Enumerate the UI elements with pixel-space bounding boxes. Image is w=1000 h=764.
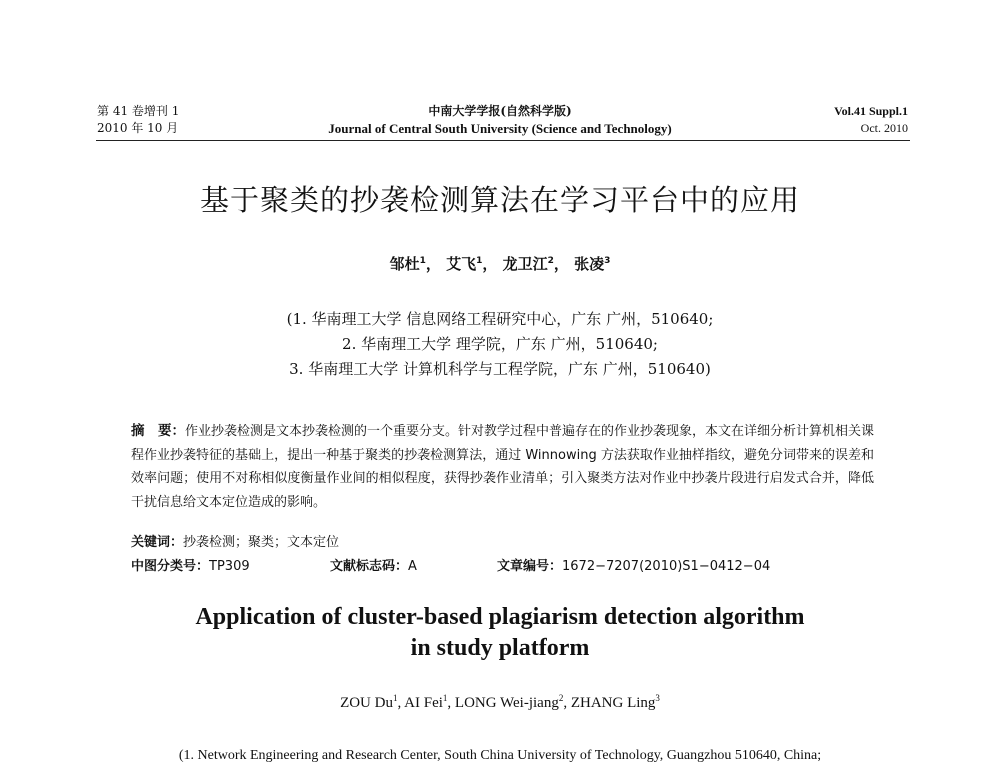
keywords-text: 抄袭检测；聚类；文本定位 — [183, 535, 340, 550]
abstract-text: 作业抄袭检测是文本抄袭检测的一个重要分支。针对教学过程中普遍存在的作业抄袭现象，本文在详细分析计算机相关课程作业抄袭特征的基础上，提出一种基于聚类的抄袭检测算法，通过 Winnowing 方法获取作业抽样指纹，避免分词带来的误差和效率问题；使用不对称相似度衡量作业间的相似程度，获得抄袭作业清单；引入聚类方法对作业中抄袭片段进行启发式合并，降低干扰信息给文本定位造成的影响。 — [131, 424, 875, 510]
article-number-label: 文章编号： — [497, 559, 563, 574]
author-en: ZHANG Ling — [570, 695, 656, 711]
author-cn: 邹杜 — [389, 255, 420, 273]
title-en — [0, 602, 1000, 664]
title-cn: 基于聚类的抄袭检测算法在学习平台中的应用 — [199, 183, 800, 217]
affiliation-en: (1. Network Engineering and Research Center, South China University of Technology, Guangzhou 510640, China; — [178, 748, 822, 763]
header-divider — [96, 140, 910, 141]
keywords-cn — [131, 531, 339, 550]
article-number-value: 1672−7207(2010)S1−0412−04 — [562, 559, 771, 574]
article-number — [497, 555, 770, 574]
author-en: ZOU Du — [340, 695, 393, 711]
affiliation-cn: 3. 华南理工大学 计算机科学与工程学院，广东 广州，510640) — [289, 360, 711, 378]
document-code-label: 文献标志码： — [330, 559, 409, 574]
title-en-line1: Application of cluster-based plagiarism detection algorithm — [195, 604, 805, 630]
journal-name-en: Journal of Central South University (Science and Technology) — [328, 121, 672, 136]
volume-cn: 第 41 卷增刊 1 — [97, 104, 180, 118]
affiliations-cn — [0, 307, 1000, 382]
abstract-cn — [131, 420, 874, 514]
affiliation-cn: 2. 华南理工大学 理学院，广东 广州，510640; — [342, 335, 658, 353]
authors-cn: 邹杜$^1$， 艾飞$^1$， 龙卫江$^2$， 张凌$^3$ — [389, 255, 611, 273]
abstract-label: 摘 要： — [131, 423, 185, 439]
date-en: Oct. 2010 — [860, 121, 908, 135]
author-en: AI Fei — [404, 695, 443, 711]
document-code — [330, 555, 417, 574]
affiliation-cn: (1. 华南理工大学 信息网络工程研究中心，广东 广州，510640; — [286, 310, 714, 328]
classification-label: 中图分类号： — [131, 559, 210, 574]
author-cn: 艾飞 — [446, 255, 477, 273]
classification — [131, 555, 250, 574]
document-code-value: A — [408, 559, 417, 574]
author-cn: 张凌 — [574, 255, 605, 273]
journal-name-cn: 中南大学学报(自然科学版) — [428, 104, 572, 118]
volume-en: Vol.41 Suppl.1 — [834, 104, 908, 118]
title-en-line2: in study platform — [410, 635, 590, 661]
classification-value: TP309 — [209, 559, 250, 574]
author-cn: 龙卫江 — [502, 255, 548, 273]
header-right — [834, 103, 908, 137]
authors-en: ZOU Du$^1$, AI Fei$^1$, LONG Wei-jiang$^2$, ZHANG Ling$^3$ — [340, 693, 660, 711]
keywords-label: 关键词： — [131, 535, 184, 550]
author-en: LONG Wei-jiang — [454, 695, 559, 711]
date-cn: 2010 年 10 月 — [97, 121, 179, 135]
